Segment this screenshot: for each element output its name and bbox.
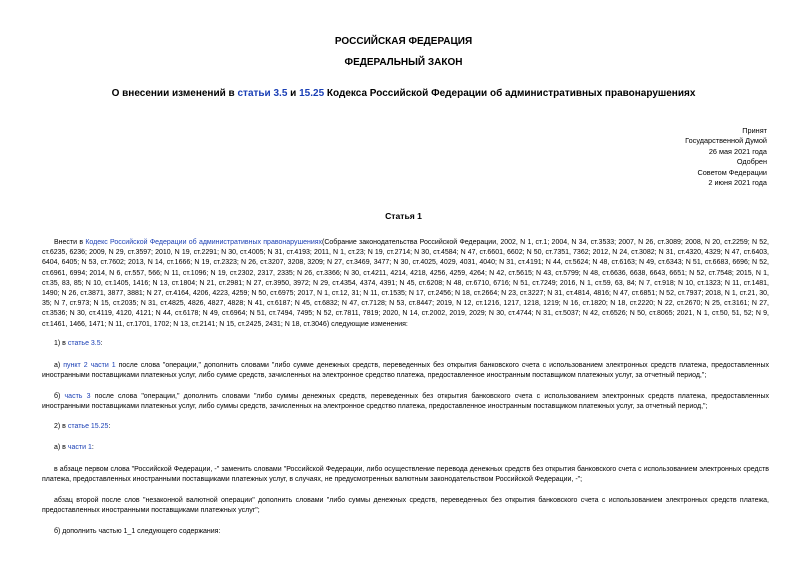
item-text: 2) в [54, 423, 68, 430]
adoption-line: 2 июня 2021 года [708, 178, 767, 188]
adoption-line: 26 мая 2021 года [708, 146, 767, 156]
country-heading: РОССИЙСКАЯ ФЕДЕРАЦИЯ [334, 36, 473, 47]
title-link-article-15-25[interactable]: 15.25 [299, 88, 325, 99]
adoption-line: Государственной Думой [685, 136, 767, 146]
item-text: после слова "операции," дополнить словами "либо сумме денежных средств, переведенных без открытия банковского счета с использованием электронных средств платежа, предоставленных иностранными поставщиками платежных услуг, либо сумме средств, зачисленных на электронное средство платежа, предоставленное иностранным поставщиком платежных услуг, за отчетный период,"; [42, 362, 769, 380]
item-2 [42, 422, 769, 432]
item-1b [42, 392, 769, 412]
title-text-mid: и [287, 88, 300, 99]
item-text: после слова "операции," дополнить словами "либо суммы денежных средств, переведенных без открытия банковского счета с использованием электронных средств платежа, предоставленных иностранными поставщиками платежных услуг, либо суммы средств, зачисленных на электронное средство платежа, предоставленное иностранным поставщиком платежных услуг, за отчетный период,"; [42, 393, 769, 411]
intro-text: (Собрание законодательства Российской Федерации, 2002, N 1, ст.1; 2004, N 34, ст.3533; 2007, N 26, ст.3089; 2008, N 20, ст.2259; N 52, ст.6235, 6236; 2009, N 29, ст.3597; 2010, N 19, ст.2291; N 30, ст.4005; N 31, ст.4193; 2011, N 1, ст.23; N 19, ст.2714; N 30, ст.4584; N 47, ст.6601, 6602; N 50, ст.7351, 7362; 2012, N 24, ст.3082; N 31, ст.4320, 4329; N 47, ст.6403, 6404, 6405; N 53, ст.7602; 2013, N 14, ст.1666; N 19, ст.2323; N 26, ст.3207, 3208, 3209; N 27, ст.3469, 3477; N 30, ст.4025, 4029, 4031, 4040; N 31, ст.4191; N 44, ст.5624; N 48, ст.6163; N 49, ст.6343; N 51, ст.6683, 6696; N 52, ст.6961, 6994; 2014, N 6, ст.557, 566; N 11, ст.1096; N 19, ст.2302, 2317, 2335; N 26, ст.3366; N 30, ст.4211, 4214, 4218, 4256, 4259, 4264; N 42, ст.5615; N 43, ст.5799; N 48, ст.6636, 6638, 6643, 6651; N 52, ст.7548; 2015, N 1, ст.35, 83, 85; N 10, ст.1405, 1416; N 13, ст.1804; N 21, ст.2981; N 27, ст.3950, 3972; N 29, ст.4354, 4374, 4391; N 45, ст.6208; N 48, ст.6710, 6716; N 51, ст.7249; 2016, N 1, ст.59, 63, 84; N 7, ст.918; N 10, ст.1323; N 11, ст.1481, 1490; N 26, ст.3871, 3877, 3881; N 27, ст.4164, 4206, 4223, 4259; N 50, ст.6975; 2017, N 1, ст.12, 31; N 11, ст.1535; N 17, ст.2456; N 18, ст.2664; N 23, ст.3227; N 31, ст.4814, 4816; N 47, ст.6851; N 52, ст.7937; 2018, N 1, ст.21, 30, 35; N 7, ст.973; N 15, ст.2035; N 31, ст.4825, 4826, 4827, 4828; N 41, ст.6187; N 45, ст.6832; N 47, ст.7128; N 53, ст.8447; 2019, N 12, ст.1216, 1217, 1218, 1219; N 16, ст.1820; N 18, ст.2220; N 22, ст.2670; N 25, ст.3161; N 27, ст.3536; N 30, ст.4119, 4120, 4121; N 44, ст.6178; N 49, ст.6964; N 51, ст.7494, 7495; N 52, ст.7811, 7819; 2020, N 14, ст.2002, 2019, 2029; N 30, ст.4744; N 31, ст.5037; N 42, ст.6526; N 50, ст.8065; 2021, N 1, ст.50, 51, 52; N 9, ст.1461, 1466, 1471; N 11, ст.1701, 1702; N 13, ст.2141; N 15, ст.2425, 2431; N 18, ст.3046) следующие изменения: [42, 239, 770, 328]
intro-text-pre: Внести в [54, 239, 86, 246]
link-part-3[interactable]: часть 3 [64, 393, 91, 400]
item-text: 1) в [54, 340, 68, 347]
item-2a-par1 [42, 465, 769, 485]
link-part-1[interactable]: части 1 [67, 444, 92, 451]
item-text: : [108, 423, 111, 430]
article-title: Статья 1 [385, 211, 422, 221]
item-text: б) [54, 393, 65, 400]
adoption-line: Советом Федерации [697, 167, 767, 177]
item-1a [42, 361, 769, 381]
adoption-block [627, 126, 767, 188]
item-text: а) в [54, 444, 68, 451]
item-text: абзац второй после слов "незаконной валютной операции" дополнить словами "либо суммы денежных средств, переведенных без открытия банковского счета с использованием электронных средств платежа, предоставленных иностранными поставщиками платежных услуг"; [42, 497, 769, 515]
item-2b [42, 527, 769, 537]
item-2a [42, 443, 769, 453]
link-article-15-25[interactable]: статье 15.25 [67, 423, 109, 430]
item-1 [42, 339, 769, 349]
adoption-line: Принят [742, 126, 767, 135]
title-link-article-3-5[interactable]: статьи 3.5 [237, 88, 288, 99]
item-text: : [100, 340, 103, 347]
law-type-heading: ФЕДЕРАЛЬНЫЙ ЗАКОН [344, 57, 463, 68]
adoption-line: Одобрен [736, 157, 767, 167]
link-part-1-point-2[interactable]: пункт 2 части 1 [63, 362, 116, 369]
item-text: в абзаце первом слова "Российской Федерации, -" заменить словами "Российской Федерации, либо осуществление перевода денежных средств без открытия банковского счета с использованием электронных средств платежа, предоставленных иностранными поставщиками платежных услуг, в случаях, не предусмотренных валютным законодательством Российской Федерации, -"; [42, 466, 769, 484]
item-text: б) дополнить частью 1_1 следующего содержания: [54, 528, 221, 535]
title-text-post: Кодекса Российской Федерации об административных правонарушениях [324, 88, 696, 99]
code-link[interactable]: Кодекс Российской Федерации об административных правонарушениях [85, 239, 323, 246]
law-title [0, 88, 807, 99]
link-article-3-5[interactable]: статье 3.5 [67, 340, 101, 347]
item-text: : [91, 444, 94, 451]
item-2a-par2 [42, 496, 769, 516]
article-intro [42, 238, 769, 330]
title-text-pre: О внесении изменений в [111, 88, 238, 99]
item-text: а) [54, 362, 64, 369]
